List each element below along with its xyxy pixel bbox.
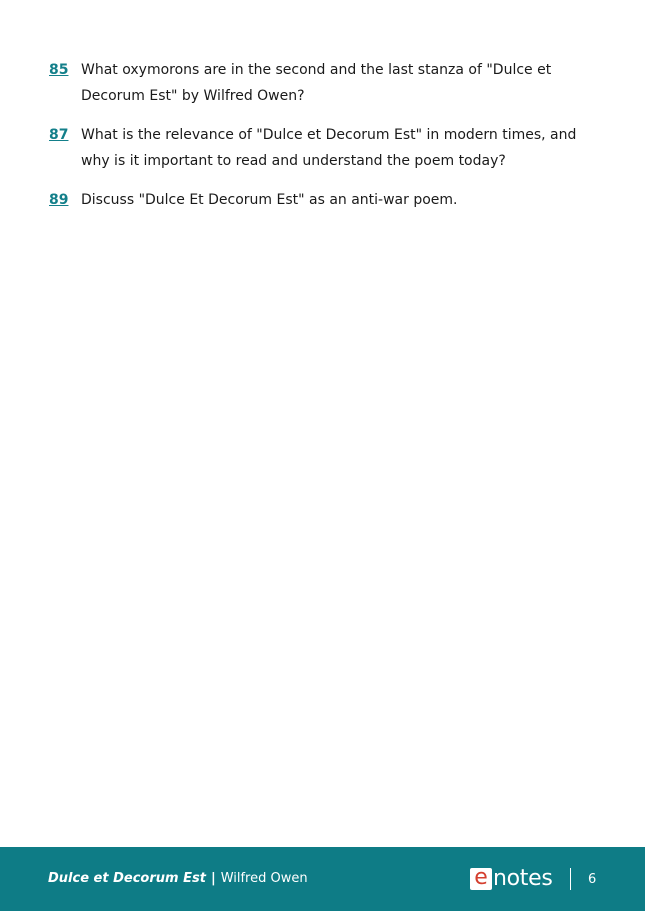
question-list <box>49 57 589 226</box>
page-footer <box>0 847 645 911</box>
title-separator: | <box>210 871 216 886</box>
author-name: Wilfred Owen <box>220 871 308 886</box>
logo-wordmark: notes <box>493 866 553 891</box>
work-title: Dulce et Decorum Est <box>48 871 206 886</box>
question-item <box>49 57 589 109</box>
footer-divider <box>570 868 571 890</box>
enotes-logo <box>470 867 553 891</box>
question-text: What is the relevance of "Dulce et Decorum Est" in modern times, and why is it important to read and understand the poem today? <box>81 127 577 169</box>
question-text: Discuss "Dulce Et Decorum Est" as an anti-war poem. <box>81 192 458 208</box>
question-number-link[interactable]: 89 <box>49 192 69 208</box>
footer-title <box>48 871 308 886</box>
question-text: What oxymorons are in the second and the last stanza of "Dulce et Decorum Est" by Wilfred Owen? <box>81 62 552 104</box>
question-number-link[interactable]: 85 <box>49 62 69 78</box>
logo-e-mark: e <box>470 868 492 890</box>
question-item <box>49 187 589 213</box>
page-number: 6 <box>588 872 597 887</box>
question-number-link[interactable]: 87 <box>49 127 69 143</box>
question-item <box>49 122 589 174</box>
